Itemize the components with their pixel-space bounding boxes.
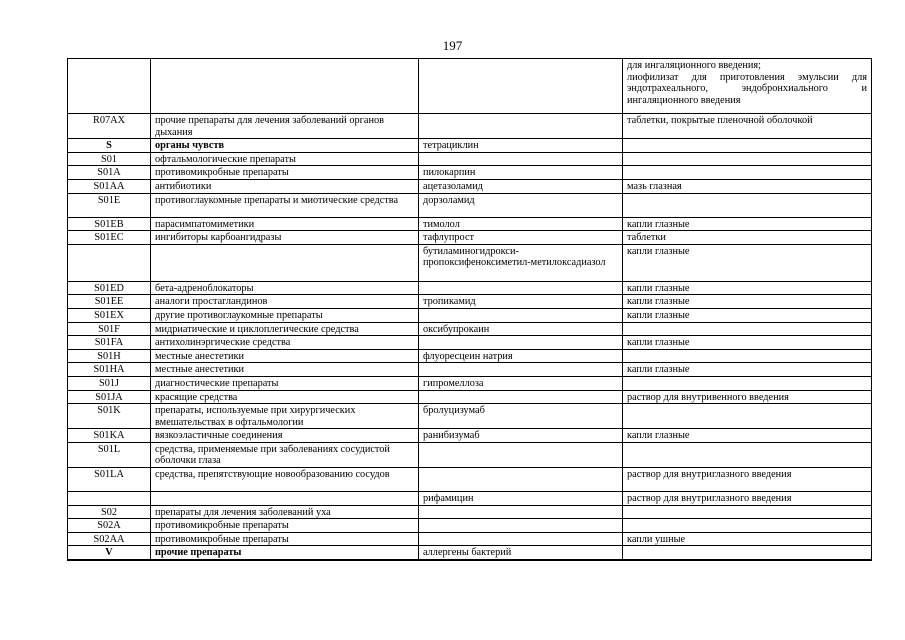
form-cell bbox=[623, 139, 872, 153]
name-cell: противомикробные препараты bbox=[151, 519, 419, 533]
code-cell: S01 bbox=[68, 152, 151, 166]
drug-cell: тафлупрост bbox=[419, 231, 623, 245]
drug-cell: ранибизумаб bbox=[419, 429, 623, 443]
name-cell: средства, применяемые при заболеваниях сосудистой оболочки глаза bbox=[151, 442, 419, 467]
name-cell: мидриатические и циклоплегические средства bbox=[151, 322, 419, 336]
form-cell bbox=[623, 546, 872, 560]
form-cell bbox=[623, 505, 872, 519]
drug-cell bbox=[419, 519, 623, 533]
form-cell: капли глазные bbox=[623, 244, 872, 281]
code-cell: S01AA bbox=[68, 179, 151, 193]
name-cell: ингибиторы карбоангидразы bbox=[151, 231, 419, 245]
form-cell bbox=[623, 193, 872, 217]
table-row bbox=[68, 308, 872, 322]
drug-cell bbox=[419, 390, 623, 404]
drug-cell: аллергены бактерий bbox=[419, 546, 623, 560]
drug-cell bbox=[419, 363, 623, 377]
table-row bbox=[68, 244, 872, 281]
table-row bbox=[68, 404, 872, 429]
form-cell: для ингаляционного введения; лиофилизат для приготовления эмульсии для эндотрахеального, эндобронхиального и ингаляционного введения bbox=[623, 59, 872, 114]
code-cell: S01EC bbox=[68, 231, 151, 245]
name-cell: противоглаукомные препараты и миотические средства bbox=[151, 193, 419, 217]
form-cell: мазь глазная bbox=[623, 179, 872, 193]
code-cell: S01EE bbox=[68, 295, 151, 309]
code-cell: S01EB bbox=[68, 217, 151, 231]
code-cell: S01F bbox=[68, 322, 151, 336]
form-cell: капли глазные bbox=[623, 217, 872, 231]
code-cell: S01J bbox=[68, 376, 151, 390]
form-cell: капли глазные bbox=[623, 429, 872, 443]
form-cell: капли глазные bbox=[623, 336, 872, 350]
table-row bbox=[68, 139, 872, 153]
form-cell bbox=[623, 519, 872, 533]
form-cell: раствор для внутриглазного введения bbox=[623, 468, 872, 492]
drug-cell bbox=[419, 152, 623, 166]
form-cell bbox=[623, 376, 872, 390]
code-cell: S01A bbox=[68, 166, 151, 180]
name-cell bbox=[151, 59, 419, 114]
form-cell: раствор для внутриглазного введения bbox=[623, 492, 872, 506]
table-row bbox=[68, 281, 872, 295]
name-cell: антихолинэргические средства bbox=[151, 336, 419, 350]
drug-cell bbox=[419, 281, 623, 295]
form-cell: капли глазные bbox=[623, 363, 872, 377]
table-row bbox=[68, 193, 872, 217]
name-cell bbox=[151, 244, 419, 281]
name-cell: диагностические препараты bbox=[151, 376, 419, 390]
name-cell: органы чувств bbox=[151, 139, 419, 153]
name-cell: местные анестетики bbox=[151, 363, 419, 377]
form-cell: таблетки bbox=[623, 231, 872, 245]
name-cell: парасимпатомиметики bbox=[151, 217, 419, 231]
table-row bbox=[68, 179, 872, 193]
form-cell: капли глазные bbox=[623, 281, 872, 295]
code-cell: S02A bbox=[68, 519, 151, 533]
table-row bbox=[68, 492, 872, 506]
code-cell bbox=[68, 244, 151, 281]
drug-cell bbox=[419, 59, 623, 114]
table-row bbox=[68, 468, 872, 492]
table-row bbox=[68, 429, 872, 443]
name-cell: препараты для лечения заболеваний уха bbox=[151, 505, 419, 519]
table-row bbox=[68, 217, 872, 231]
form-cell: капли ушные bbox=[623, 532, 872, 546]
code-cell bbox=[68, 492, 151, 506]
name-cell: вязкоэластичные соединения bbox=[151, 429, 419, 443]
name-cell: аналоги простагландинов bbox=[151, 295, 419, 309]
name-cell: средства, препятствующие новообразованию сосудов bbox=[151, 468, 419, 492]
name-cell: прочие препараты для лечения заболеваний органов дыхания bbox=[151, 114, 419, 139]
form-cell: таблетки, покрытые пленочной оболочкой bbox=[623, 114, 872, 139]
drug-cell: гипромеллоза bbox=[419, 376, 623, 390]
table-row bbox=[68, 231, 872, 245]
form-cell: капли глазные bbox=[623, 295, 872, 309]
form-cell bbox=[623, 152, 872, 166]
code-cell: S bbox=[68, 139, 151, 153]
table-row bbox=[68, 152, 872, 166]
form-cell: капли глазные bbox=[623, 308, 872, 322]
name-cell: препараты, используемые при хирургических вмешательствах в офтальмологии bbox=[151, 404, 419, 429]
drug-cell: дорзоламид bbox=[419, 193, 623, 217]
drug-cell: тимолол bbox=[419, 217, 623, 231]
drug-cell bbox=[419, 468, 623, 492]
drug-cell: бролуцизумаб bbox=[419, 404, 623, 429]
drug-cell: флуоресцеин натрия bbox=[419, 349, 623, 363]
code-cell: S01FA bbox=[68, 336, 151, 350]
table-row bbox=[68, 532, 872, 546]
form-cell bbox=[623, 166, 872, 180]
table-row bbox=[68, 295, 872, 309]
table-row bbox=[68, 349, 872, 363]
drug-cell bbox=[419, 336, 623, 350]
form-cell bbox=[623, 442, 872, 467]
table-row bbox=[68, 166, 872, 180]
page-number: 197 bbox=[442, 38, 463, 53]
name-cell: красящие средства bbox=[151, 390, 419, 404]
drug-cell: тетрациклин bbox=[419, 139, 623, 153]
code-cell: S01HA bbox=[68, 363, 151, 377]
table-row bbox=[68, 442, 872, 467]
table-row bbox=[68, 505, 872, 519]
drug-cell bbox=[419, 114, 623, 139]
form-cell bbox=[623, 349, 872, 363]
name-cell: антибиотики bbox=[151, 179, 419, 193]
drug-cell: ацетазоламид bbox=[419, 179, 623, 193]
name-cell: противомикробные препараты bbox=[151, 166, 419, 180]
name-cell: офтальмологические препараты bbox=[151, 152, 419, 166]
drug-cell: рифамицин bbox=[419, 492, 623, 506]
drug-cell: тропикамид bbox=[419, 295, 623, 309]
drug-cell: бутиламиногидрокси-пропоксифеноксиметил-метилоксадиазол bbox=[419, 244, 623, 281]
drug-cell: оксибупрокаин bbox=[419, 322, 623, 336]
code-cell: S01L bbox=[68, 442, 151, 467]
name-cell: прочие препараты bbox=[151, 546, 419, 560]
code-cell: S02 bbox=[68, 505, 151, 519]
form-cell: раствор для внутривенного введения bbox=[623, 390, 872, 404]
code-cell: S01H bbox=[68, 349, 151, 363]
table-row bbox=[68, 519, 872, 533]
name-cell: бета-адреноблокаторы bbox=[151, 281, 419, 295]
name-cell: противомикробные препараты bbox=[151, 532, 419, 546]
table-row bbox=[68, 114, 872, 139]
code-cell: S01E bbox=[68, 193, 151, 217]
code-cell: S01ED bbox=[68, 281, 151, 295]
code-cell: S01LA bbox=[68, 468, 151, 492]
table-row bbox=[68, 322, 872, 336]
name-cell: местные анестетики bbox=[151, 349, 419, 363]
table-row bbox=[68, 546, 872, 560]
table-row bbox=[68, 363, 872, 377]
code-cell bbox=[68, 59, 151, 114]
code-cell: S02AA bbox=[68, 532, 151, 546]
table-row bbox=[68, 59, 872, 114]
drug-cell bbox=[419, 442, 623, 467]
drug-classification-table bbox=[67, 58, 872, 561]
code-cell: S01JA bbox=[68, 390, 151, 404]
code-cell: V bbox=[68, 546, 151, 560]
form-cell bbox=[623, 404, 872, 429]
name-cell bbox=[151, 492, 419, 506]
code-cell: R07AX bbox=[68, 114, 151, 139]
table-row bbox=[68, 336, 872, 350]
name-cell: другие противоглаукомные препараты bbox=[151, 308, 419, 322]
table-row bbox=[68, 390, 872, 404]
table-row bbox=[68, 376, 872, 390]
drug-cell bbox=[419, 505, 623, 519]
drug-cell bbox=[419, 308, 623, 322]
code-cell: S01K bbox=[68, 404, 151, 429]
code-cell: S01KA bbox=[68, 429, 151, 443]
form-cell bbox=[623, 322, 872, 336]
drug-cell: пилокарпин bbox=[419, 166, 623, 180]
drug-cell bbox=[419, 532, 623, 546]
code-cell: S01EX bbox=[68, 308, 151, 322]
